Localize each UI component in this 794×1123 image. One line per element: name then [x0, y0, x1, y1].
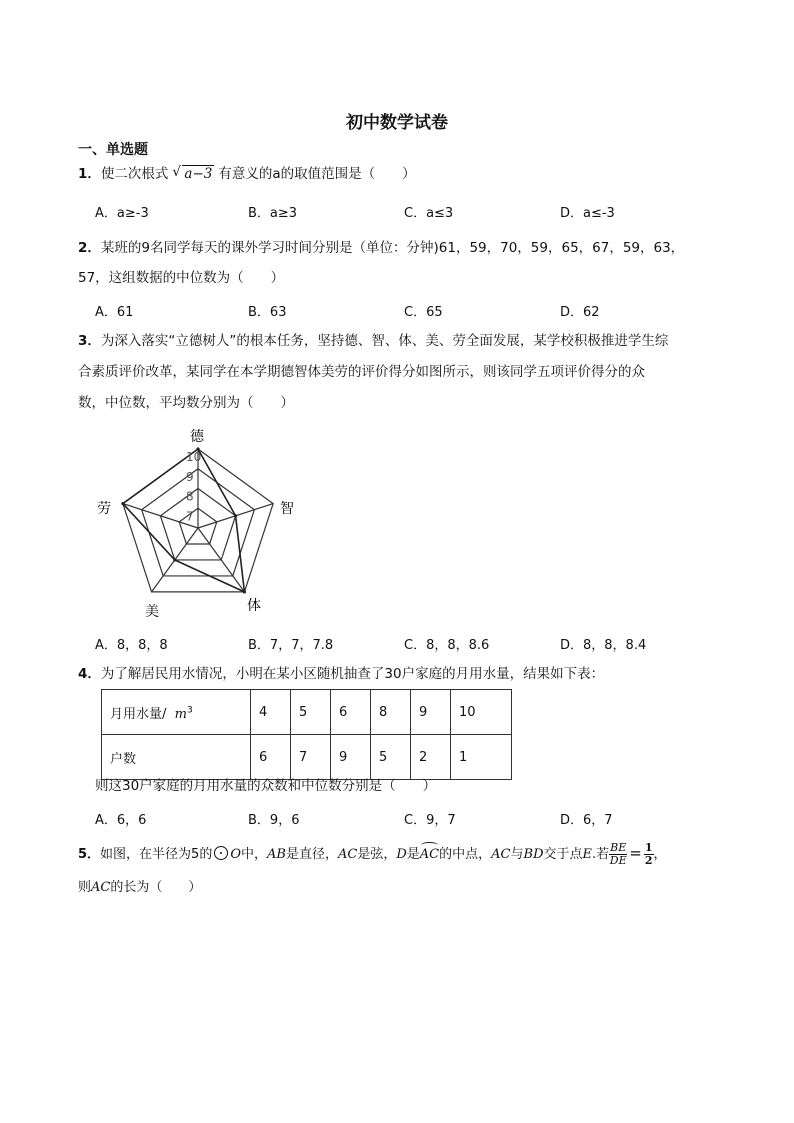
radar-point-4 — [121, 502, 124, 505]
radar-series — [121, 447, 246, 593]
radar-scale-label: 10 — [186, 450, 202, 464]
table-cell: 5 — [371, 735, 411, 780]
arc-ac: AC — [420, 845, 439, 865]
question-number: 4． — [78, 666, 101, 682]
radicand: a−3 — [184, 166, 213, 182]
radar-point-1 — [234, 514, 237, 517]
question-number: 2． — [78, 240, 101, 256]
question-text: 使二次根式 — [100, 166, 169, 182]
question-text: 某班的9名同学每天的课外学习时间分别是（单位：分钟)61，59，70，59，65，67，59，63， — [100, 240, 685, 256]
option-c[interactable]: C．9，7 — [404, 813, 456, 828]
question-4 — [78, 664, 604, 684]
question-number: 3． — [78, 333, 101, 349]
option-c[interactable]: C．a≤3 — [404, 206, 454, 221]
table-cell: 8 — [371, 690, 411, 735]
table-cell: 9 — [331, 735, 371, 780]
option-b[interactable]: B．9，6 — [248, 813, 300, 828]
question-text: 为了解居民用水情况，小明在某小区随机抽查了30户家庭的月用水量，结果如下表： — [100, 666, 605, 682]
radar-point-3 — [173, 558, 176, 561]
question-4-followup: 则这30户家庭的月用水量的众数和中位数分别是（ ） — [95, 778, 437, 794]
question-number: 5． — [78, 847, 101, 862]
question-3-line-3: 数，中位数，平均数分别为（ ） — [78, 395, 294, 411]
table-cell: 9 — [411, 690, 451, 735]
table-cell: 5 — [291, 690, 331, 735]
table-cell: 1 — [451, 735, 512, 780]
option-d[interactable]: D．62 — [560, 305, 600, 320]
question-2-line-1 — [78, 238, 684, 258]
table-header-cell: 户数 — [102, 735, 251, 780]
radar-score-polygon — [123, 449, 245, 592]
option-c[interactable]: C．8，8，8.6 — [404, 638, 490, 653]
table-cell: 6 — [251, 735, 291, 780]
water-usage-table — [101, 689, 512, 780]
table-cell: 2 — [411, 735, 451, 780]
radar-scale-labels — [186, 450, 201, 523]
radical-expression: √ a−3 — [172, 164, 213, 182]
question-2-line-2: 57，这组数据的中位数为（ ） — [78, 270, 285, 286]
radar-point-2 — [243, 590, 246, 593]
question-5-line-2: 则AC的长为（ ） — [78, 880, 202, 895]
question-text: 有意义的a的取值范围是（ ） — [218, 166, 416, 182]
option-b[interactable]: B．7，7，7.8 — [248, 638, 334, 653]
option-d[interactable]: D．6，7 — [560, 813, 613, 828]
radar-chart — [92, 424, 302, 620]
option-d[interactable]: D．8，8，8.4 — [560, 638, 647, 653]
question-number: 1． — [78, 166, 101, 182]
axis-label-ti: 体 — [247, 598, 261, 614]
table-cell: 6 — [331, 690, 371, 735]
axis-label-de: 德 — [190, 429, 204, 445]
axis-label-zhi: 智 — [280, 501, 294, 517]
fraction-be-de: $\frac{BE}{DE}$ — [609, 841, 627, 867]
radar-scale-label: 9 — [186, 469, 194, 484]
option-a[interactable]: A．61 — [95, 305, 134, 320]
question-text: 为深入落实“立德树人”的根本任务，坚持德、智、体、美、劳全面发展，某学校积极推进学生综 — [100, 333, 669, 349]
axis-label-mei: 美 — [145, 604, 159, 620]
option-b[interactable]: B．a≥3 — [248, 206, 298, 221]
fraction-one-half: $\frac{1}{2}$ — [644, 841, 653, 867]
question-3-line-2: 合素质评价改革，某同学在本学期德智体美劳的评价得分如图所示，则该同学五项评价得分的众 — [78, 364, 645, 380]
table-cell: 4 — [251, 690, 291, 735]
circle-symbol-icon — [214, 846, 228, 860]
option-c[interactable]: C．65 — [404, 305, 443, 320]
option-d[interactable]: D．a≤-3 — [560, 206, 615, 221]
question-3-line-1 — [78, 331, 668, 351]
option-a[interactable]: A．a≥-3 — [95, 206, 149, 221]
option-b[interactable]: B．63 — [248, 305, 287, 320]
radar-scale-label: 7 — [186, 509, 194, 524]
table-cell: 10 — [451, 690, 512, 735]
table-row — [102, 735, 512, 780]
question-1 — [78, 164, 416, 184]
radar-scale-label: 8 — [186, 489, 194, 504]
option-a[interactable]: A．8，8，8 — [95, 638, 168, 653]
option-a[interactable]: A．6，6 — [95, 813, 147, 828]
question-5-line-1: 5．如图，在半径为5的 O中，AB是直径，AC是弦，D是AC的中点，AC与BD交于点E.若 $\frac{BE}{DE}$ = $\frac{1}{2}$ ， — [78, 841, 667, 867]
table-header-cell: 月用水量/ $m^3$ — [102, 690, 251, 735]
table-cell: 7 — [291, 735, 331, 780]
table-row — [102, 690, 512, 735]
axis-label-lao: 劳 — [97, 501, 111, 517]
section-heading: 一、单选题 — [78, 142, 148, 158]
page-title: 初中数学试卷 — [346, 113, 448, 133]
